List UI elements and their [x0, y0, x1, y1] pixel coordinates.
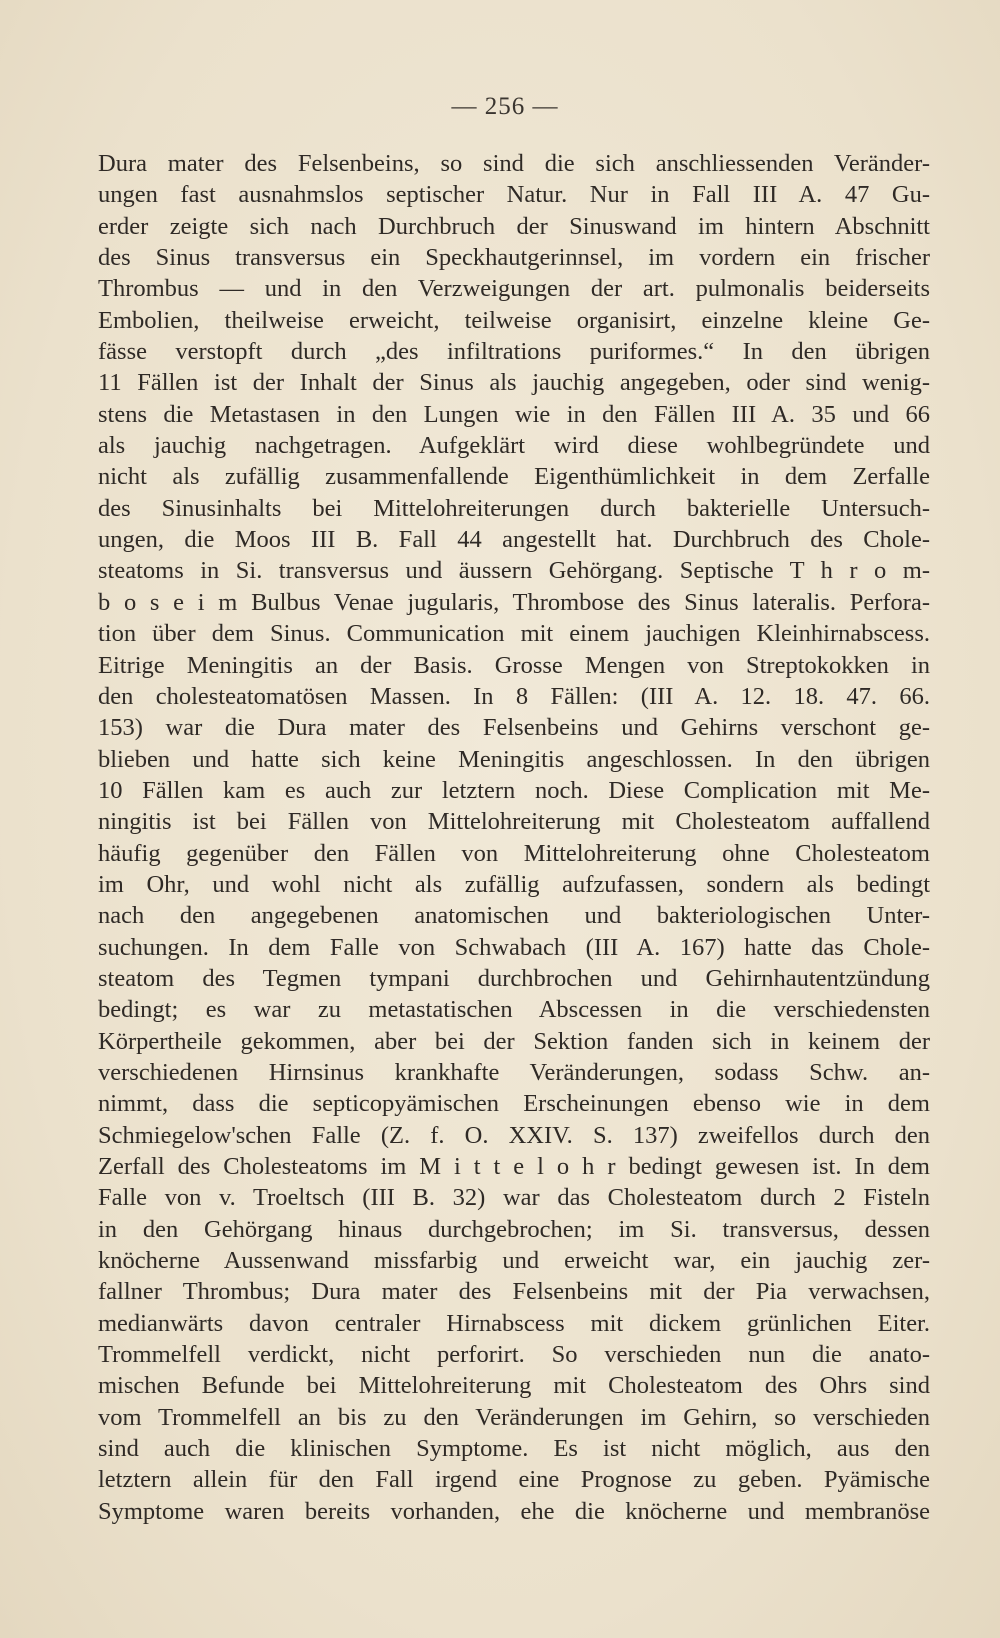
text-line: medianwärts davon centraler Hirnabscess mit dickem grünlichen Eiter. — [98, 1309, 930, 1337]
text-line: stens die Metastasen in den Lungen wie in den Fällen III A. 35 und 66 — [98, 400, 930, 428]
text-line: nach den angegebenen anatomischen und bakteriologischen Unter- — [98, 902, 930, 930]
text-line: Thrombus — und in den Verzweigungen der art. pulmonalis beiderseits — [98, 275, 930, 303]
text-line: steatoms in Si. transversus und äussern Gehörgang. Septische T h r o m- — [98, 557, 930, 585]
body-text — [98, 148, 930, 1527]
text-line: des Sinus transversus ein Speckhautgerinnsel, im vordern ein frischer — [98, 244, 930, 272]
text-line: steatom des Tegmen tympani durchbrochen und Gehirnhautentzündung — [98, 964, 930, 992]
text-line: letztern allein für den Fall irgend eine Prognose zu geben. Pyämische — [98, 1466, 930, 1494]
text-line: des Sinusinhalts bei Mittelohreiterungen durch bakterielle Untersuch- — [98, 494, 930, 522]
text-line: häufig gegenüber den Fällen von Mittelohreiterung ohne Cholesteatom — [98, 839, 930, 867]
text-line: 10 Fällen kam es auch zur letztern noch. Diese Complication mit Me- — [98, 776, 930, 804]
text-line: fallner Thrombus; Dura mater des Felsenbeins mit der Pia verwachsen, — [98, 1278, 930, 1306]
text-line: in den Gehörgang hinaus durchgebrochen; im Si. transversus, dessen — [98, 1215, 930, 1243]
page-number: — 256 — — [451, 93, 559, 120]
text-line: Symptome waren bereits vorhanden, ehe die knöcherne und membranöse — [98, 1497, 930, 1525]
text-line: blieben und hatte sich keine Meningitis angeschlossen. In den übrigen — [98, 745, 930, 773]
text-line: vom Trommelfell an bis zu den Veränderungen im Gehirn, so verschieden — [98, 1403, 930, 1431]
text-line: mischen Befunde bei Mittelohreiterung mit Cholesteatom des Ohrs sind — [98, 1372, 930, 1400]
text-line: den cholesteatomatösen Massen. In 8 Fällen: (III A. 12. 18. 47. 66. — [98, 682, 930, 710]
text-line: Schmiegelow'schen Falle (Z. f. O. XXIV. S. 137) zweifellos durch den — [98, 1121, 930, 1149]
text-line: sind auch die klinischen Symptome. Es ist nicht möglich, aus den — [98, 1435, 930, 1463]
text-line: tion über dem Sinus. Communication mit einem jauchigen Kleinhirnabscess. — [98, 620, 930, 648]
text-line: Trommelfell verdickt, nicht perforirt. So verschieden nun die anato- — [98, 1341, 930, 1369]
text-line: suchungen. In dem Falle von Schwabach (III A. 167) hatte das Chole- — [98, 933, 930, 961]
text-line: nimmt, dass die septicopyämischen Erscheinungen ebenso wie in dem — [98, 1090, 930, 1118]
text-line: erder zeigte sich nach Durchbruch der Sinuswand im hintern Abschnitt — [98, 212, 930, 240]
text-line: Körpertheile gekommen, aber bei der Sektion fanden sich in keinem der — [98, 1027, 930, 1055]
text-line: Eitrige Meningitis an der Basis. Grosse Mengen von Streptokokken in — [98, 651, 930, 679]
text-line: Zerfall des Cholesteatoms im M i t t e l o h r bedingt gewesen ist. In dem — [98, 1153, 930, 1180]
text-line: verschiedenen Hirnsinus krankhafte Veränderungen, sodass Schw. an- — [98, 1058, 930, 1086]
text-line: b o s e i m Bulbus Venae jugularis, Thrombose des Sinus lateralis. Perfora- — [98, 588, 930, 616]
text-line: ungen fast ausnahmslos septischer Natur. Nur in Fall III A. 47 Gu- — [98, 181, 930, 209]
text-line: 153) war die Dura mater des Felsenbeins und Gehirns verschont ge- — [98, 714, 930, 742]
text-line: Embolien, theilweise erweicht, teilweise organisirt, einzelne kleine Ge- — [98, 306, 930, 334]
text-line: als jauchig nachgetragen. Aufgeklärt wird diese wohlbegründete und — [98, 432, 930, 460]
text-line: im Ohr, und wohl nicht als zufällig aufzufassen, sondern als bedingt — [98, 870, 930, 898]
text-line: Dura mater des Felsenbeins, so sind die sich anschliessenden Veränder- — [98, 150, 930, 177]
text-line: bedingt; es war zu metastatischen Abscessen in die verschiedensten — [98, 996, 930, 1024]
text-line: fässe verstopft durch „des infiltrations puriformes.“ In den übrigen — [98, 338, 930, 366]
text-line: ningitis ist bei Fällen von Mittelohreiterung mit Cholesteatom auffallend — [98, 808, 930, 836]
text-line: knöcherne Aussenwand missfarbig und erweicht war, ein jauchig zer- — [98, 1247, 930, 1275]
text-line: 11 Fällen ist der Inhalt der Sinus als jauchig angegeben, oder sind wenig- — [98, 369, 930, 397]
text-line: Falle von v. Troeltsch (III B. 32) war das Cholesteatom durch 2 Fisteln — [98, 1184, 930, 1212]
text-line: nicht als zufällig zusammenfallende Eigenthümlichkeit in dem Zerfalle — [98, 463, 930, 491]
text-line: ungen, die Moos III B. Fall 44 angestellt hat. Durchbruch des Chole- — [98, 526, 930, 554]
